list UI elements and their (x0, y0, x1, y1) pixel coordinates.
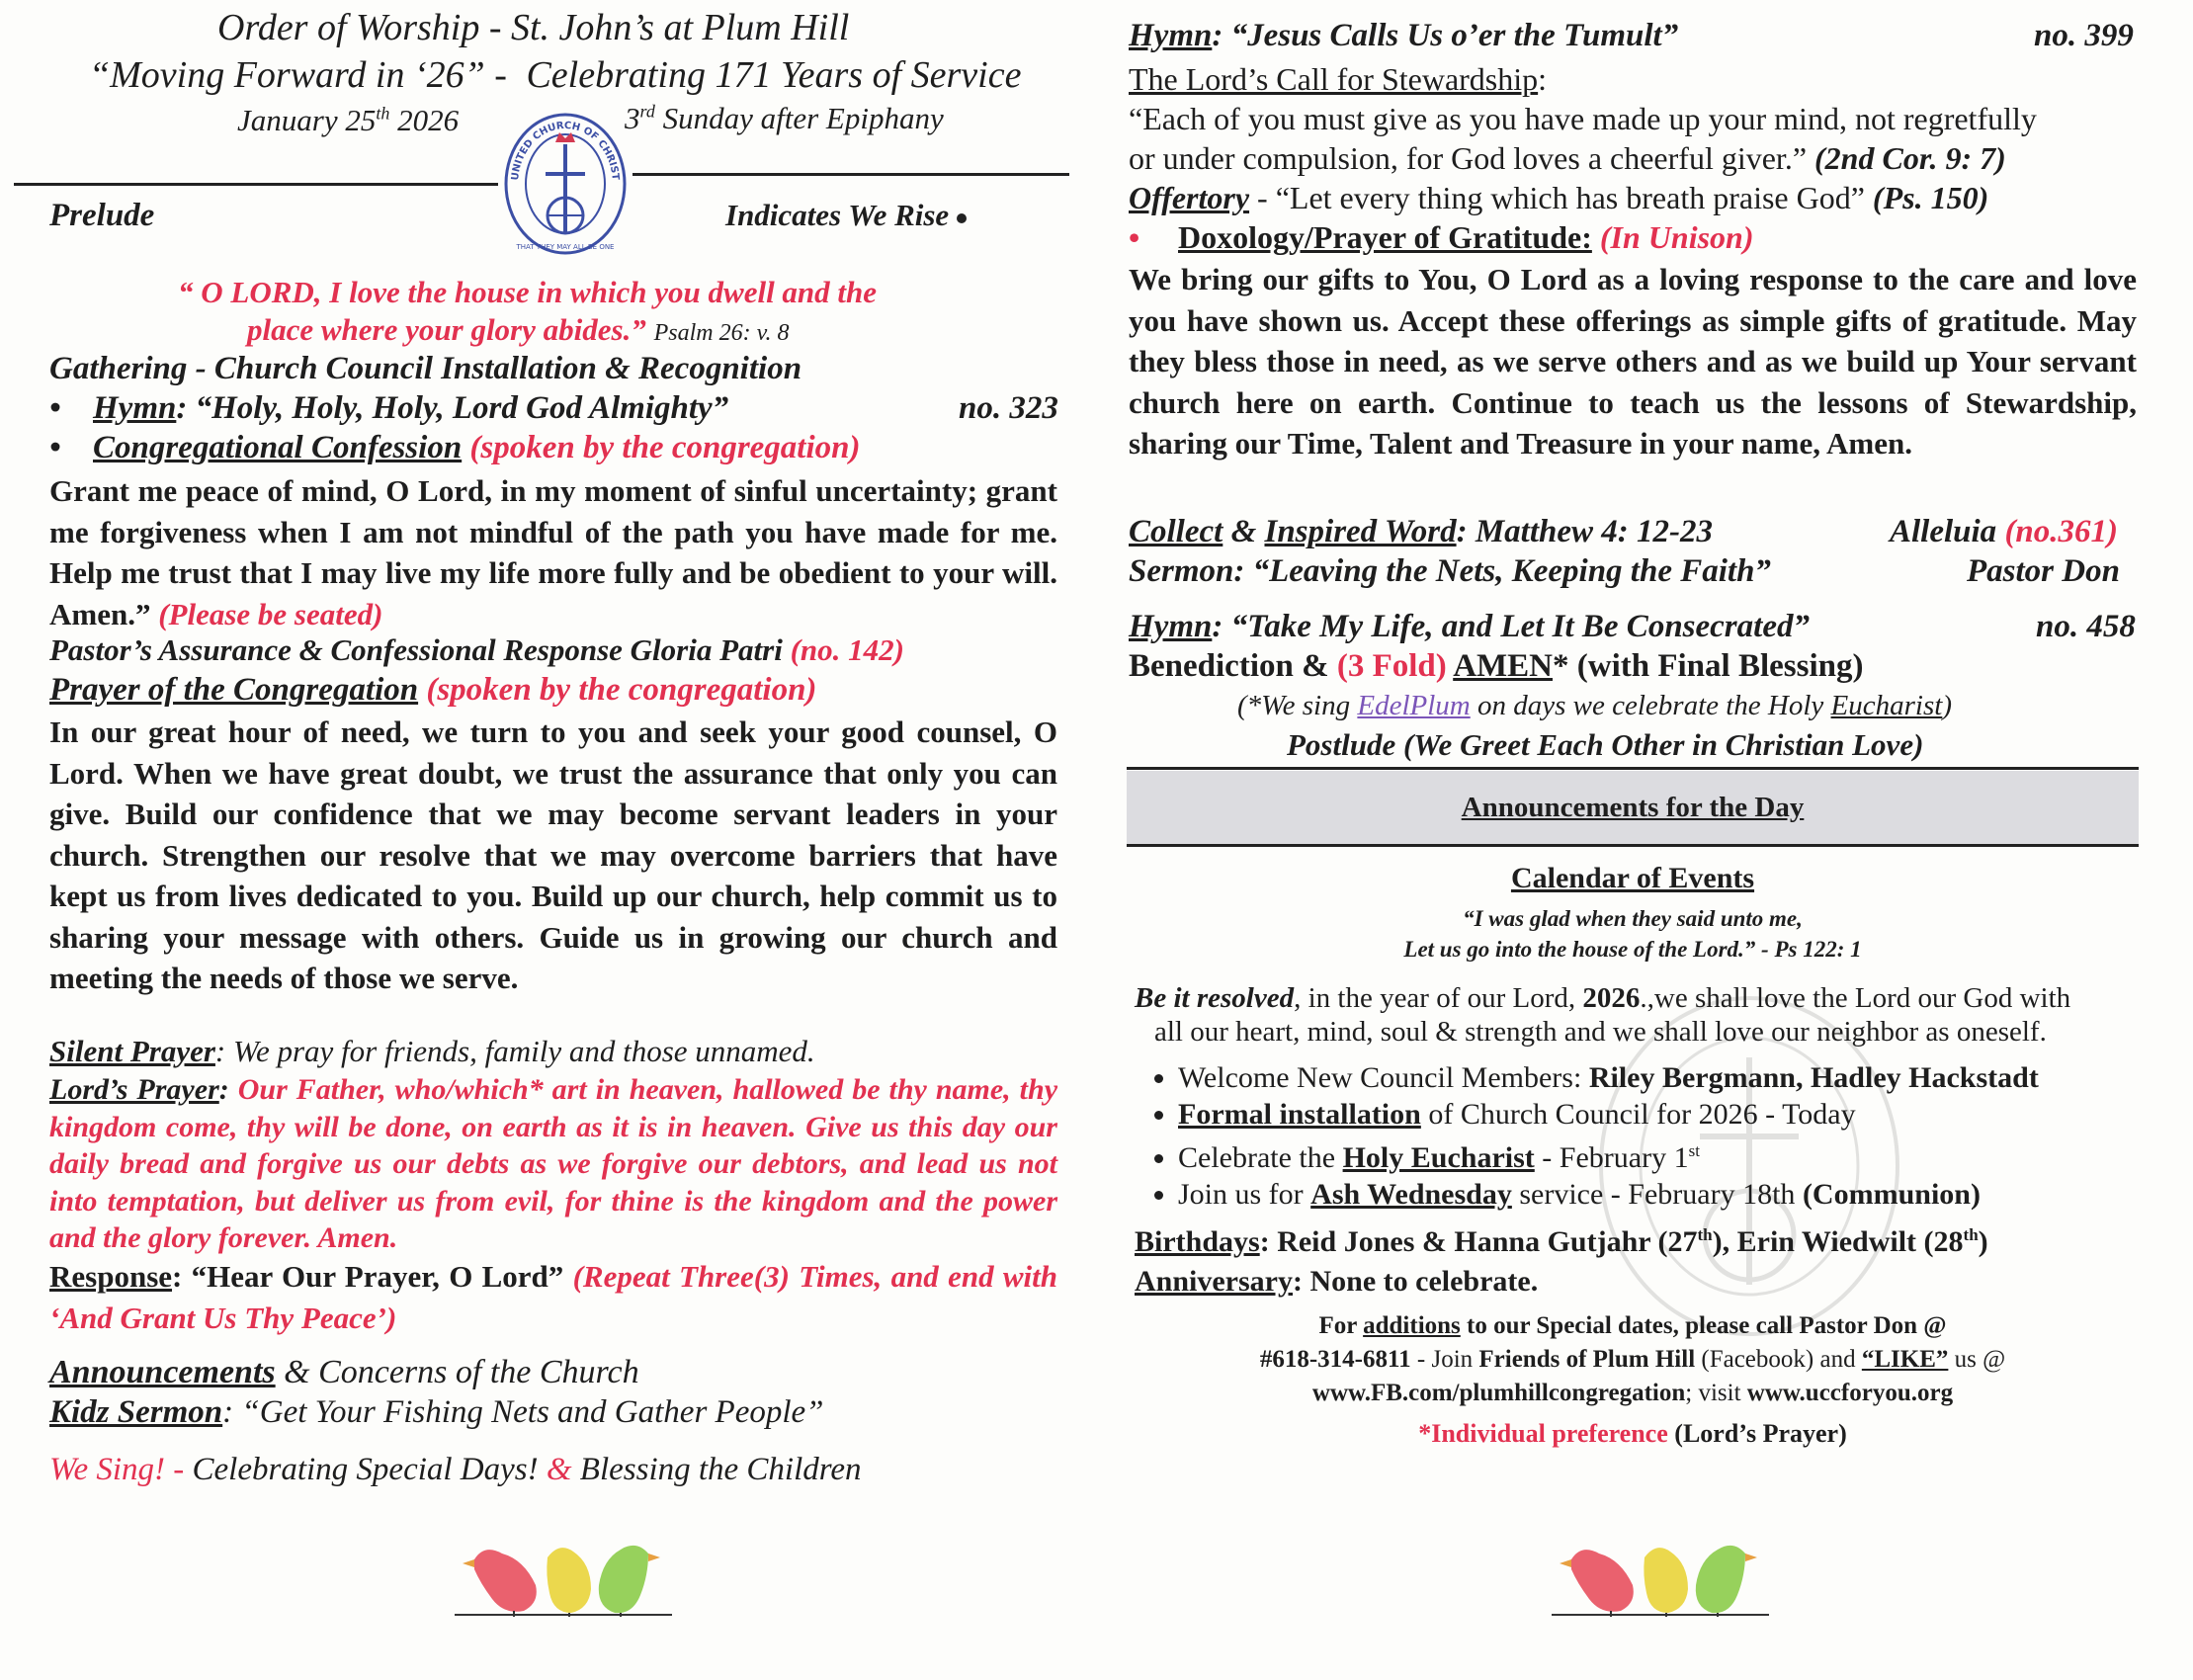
calendar-psalm-2: Let us go into the house of the Lord.” - Ps 122: 1 (1403, 937, 1862, 962)
call-text-1: “Each of you must give as you have made up your mind, not regretfully (1129, 101, 2037, 136)
silent-prayer-line: Silent Prayer: We pray for friends, family and those unnamed. (49, 1034, 815, 1068)
calendar-title: Calendar of Events (1510, 862, 1755, 894)
call-stewardship-label: The Lord’s Call for Stewardship: (1129, 61, 1548, 97)
list-item: • Join us for Ash Wednesday service - February 18th (Communion) (1178, 1176, 2039, 1213)
resolved-line-1: Be it resolved, in the year of our Lord, 2026.,we shall love the Lord our God with (1135, 982, 2071, 1014)
green-bird-icon (599, 1546, 660, 1617)
doxology-text: We bring our gifts to You, O Lord as a loving response to the care and love you have shown us. Accept these offerings as simple gifts of gratitude. May they bless those in need, as we serve others and as we build up Your servant church here on earth. Continue to teach us the lessons of Stewardship, sharing our Time, Talent and Treasure in your name, Amen. (1129, 262, 2137, 461)
benediction-line: Benediction & (3 Fold) AMEN* (with Final Blessing) (1129, 648, 1864, 684)
prayer-text: In our great hour of need, we turn to you and seek your good counsel, O Lord. When we have great doubt, we trust the assurance that only you can give. Build our confidence that we may become servant leaders in your church. Strengthen our resolve that we may overcome barriers that have kept us from lives dedicated to you. Build up our church, help commit us to sharing your message with others. Guide us in growing our church and meeting the needs of those we serve. (49, 714, 1057, 995)
collect-line: Collect & Inspired Word: Matthew 4: 12-23 Alleluia (no.361) (1129, 514, 2119, 549)
ucc-logo (496, 105, 634, 263)
anniversary-line: Anniversary: None to celebrate. (1135, 1265, 1539, 1298)
subtitle-b: Celebrating 171 Years of Service (526, 54, 1022, 96)
header-title: Order of Worship - St. John’s at Plum Hill (217, 7, 850, 48)
kidz-sermon-line: Kidz Sermon: “Get Your Fishing Nets and Gather People” (49, 1394, 824, 1430)
contact-line-1: For additions to our Special dates, please call Pastor Don @ (1318, 1312, 1947, 1339)
announcements-band (1127, 771, 2139, 844)
sermon-line: Sermon: “Leaving the Nets, Keeping the Faith” Pastor Don (1129, 553, 2120, 589)
response-text: Response: “Hear Our Prayer, O Lord” (Repeat Three(3) Times, and end with ‘And Grant Us Thy Peace’) (49, 1259, 1058, 1335)
green-bird-icon (1696, 1546, 1757, 1617)
calendar-psalm-1: “I was glad when they said unto me, (1463, 906, 1803, 931)
confession-line: • Congregational Confession (spoken by the congregation) (49, 430, 861, 465)
announcement-list (1127, 1059, 2039, 1213)
edelplum-link[interactable]: EdelPlum (1357, 690, 1471, 721)
we-sing-line: We Sing! - Celebrating Special Days! & Blessing the Children (49, 1452, 862, 1487)
header-rule-left (14, 183, 498, 186)
list-item: • Formal installation of Church Council for 2026 - Today (1178, 1096, 2039, 1133)
edelplum-note: (*We sing EdelPlum on days we celebrate the Holy Eucharist) (1237, 690, 1952, 721)
svg-text:THAT THEY MAY ALL BE ONE: THAT THEY MAY ALL BE ONE (516, 243, 615, 251)
announcements-header: Announcements for the Day (1461, 792, 1805, 823)
psalm-verse-1: “ O LORD, I love the house in which you dwell and the (178, 275, 878, 309)
doxology-line: • Doxology/Prayer of Gratitude: (In Unison) (1129, 219, 1754, 255)
yellow-bird-icon (547, 1548, 591, 1617)
red-bird-icon (463, 1550, 537, 1617)
hymn-399-line: Hymn: “Jesus Calls Us o’er the Tumult” no. 399 (1129, 18, 2134, 53)
rise-dot-icon (957, 213, 967, 223)
ucc-logo-emblem (496, 105, 634, 263)
birds-icon (1542, 1530, 1779, 1629)
ucc-website-link[interactable]: www.uccforyou.org (1746, 1380, 1954, 1406)
header-sunday: 3rd Sunday after Epiphany (625, 101, 944, 135)
header-rule-right (633, 173, 1069, 176)
psalm-verse-2: place where your glory abides.” Psalm 26: v. 8 (247, 312, 790, 347)
birds-icon (445, 1530, 682, 1629)
announce-rule-top (1127, 767, 2139, 770)
assurance-line: Pastor’s Assurance & Confessional Response Gloria Patri (no. 142) (49, 632, 904, 667)
contact-line-3: www.FB.com/plumhillcongregation; visit www.uccforyou.org (1311, 1380, 1954, 1406)
confession-text: Grant me peace of mind, O Lord, in my moment of sinful uncertainty; grant me forgiveness when I am not mindful of the path you have made for me. Help me trust that I may live my life more fully and be obedient to your will. Amen.” (Please be seated) (49, 473, 1057, 631)
list-item: • Welcome New Council Members: Riley Bergmann, Hadley Hackstadt (1178, 1059, 2039, 1096)
announce-rule-bottom (1127, 844, 2139, 847)
header-subtitle (89, 53, 1021, 97)
birds-illustration-right (1542, 1530, 1779, 1629)
gathering-line: Gathering - Church Council Installation & Recognition (49, 351, 802, 386)
hymn-323-line: • Hymn: “Holy, Holy, Holy, Lord God Almighty” no. 323 (49, 390, 1058, 426)
announcements-line: Announcements & Concerns of the Church (49, 1354, 639, 1390)
prelude-label: Prelude (49, 198, 155, 233)
hymn-458-line: Hymn: “Take My Life, and Let It Be Consecrated” no. 458 (1129, 609, 2136, 644)
postlude-line: Postlude (We Greet Each Other in Christian Love) (1287, 727, 1924, 762)
birthdays-line: Birthdays: Reid Jones & Hanna Gutjahr (27th), Erin Wiedwilt (28th) (1135, 1225, 1988, 1258)
preference-note: *Individual preference (Lord’s Prayer) (1418, 1419, 1847, 1448)
prayer-line: Prayer of the Congregation (spoken by the congregation) (49, 672, 817, 708)
list-item: • Celebrate the Holy Eucharist - February 1st (1178, 1133, 2039, 1176)
resolved-line-2: all our heart, mind, soul & strength and we shall love our neighbor as oneself. (1154, 1016, 2047, 1048)
red-bird-icon (1560, 1550, 1634, 1617)
facebook-link[interactable]: www.FB.com/plumhillcongregation (1311, 1380, 1686, 1406)
offertory-line: Offertory - “Let every thing which has breath praise God” (Ps. 150) (1129, 180, 1989, 215)
rise-indicator: Indicates We Rise (725, 198, 967, 233)
yellow-bird-icon (1644, 1548, 1688, 1617)
lords-prayer-text: Lord’s Prayer: Our Father, who/which* art in heaven, hallowed be thy name, thy kingdom come, thy will be done, on earth as it is in heaven. Give us this day our daily bread and forgive us our debts as we forgive our debtors, and lead us not into temptation, but deliver us from evil, for thine is the kingdom and the power and the glory forever. Amen. (49, 1073, 1058, 1254)
subtitle-a: “Moving Forward in ‘26” - (89, 54, 507, 96)
header-date: January 25th 2026 (237, 103, 460, 137)
birds-illustration-left (445, 1530, 682, 1629)
contact-line-2: #618-314-6811 - Join Friends of Plum Hill (Facebook) and “LIKE” us @ (1259, 1346, 2006, 1373)
call-text-2: or under compulsion, for God loves a cheerful giver.” (2nd Cor. 9: 7) (1129, 140, 2006, 176)
svg-text:UNITED CHURCH OF CHRIST: UNITED CHURCH OF CHRIST (510, 120, 621, 182)
